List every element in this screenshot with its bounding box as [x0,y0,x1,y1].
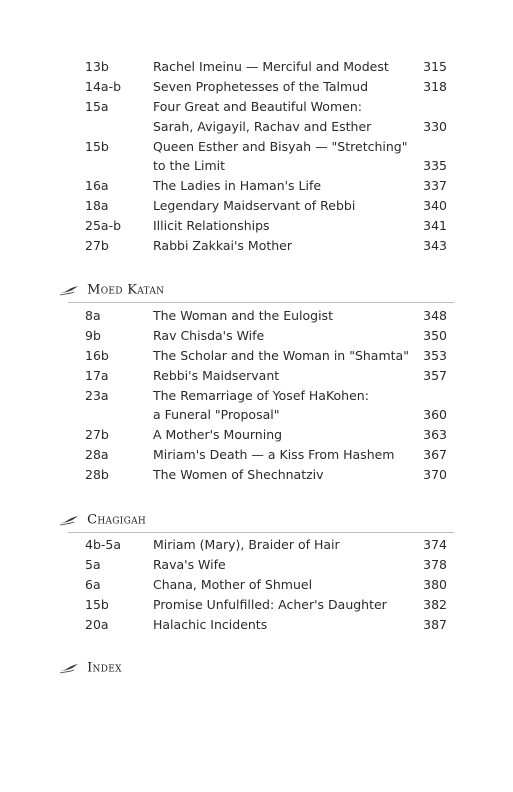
toc-entry [85,386,450,406]
entry-title: Halachic Incidents [153,616,268,632]
section-divider [68,532,454,533]
entry-ref: 17a [85,367,109,383]
entry-ref: 23a [85,387,109,403]
toc-entry [85,306,450,326]
entry-title: The Scholar and the Woman in "Shamta" [153,347,409,363]
entry-page: 378 [423,556,447,572]
entry-title: Chana, Mother of Shmuel [153,576,313,592]
entry-ref: 25a-b [85,218,122,234]
entry-ref: 18a [85,198,109,214]
entry-title: a Funeral "Proposal" [153,407,280,423]
section-title: Moed Katan [87,282,165,298]
section-heading-index [57,658,122,678]
toc-entry [85,97,450,117]
section-divider [68,302,454,303]
entry-page: 382 [423,596,447,612]
entry-ref: 28a [85,447,109,463]
toc-entry [85,366,450,386]
entry-title: The Woman and the Eulogist [153,308,333,323]
entry-page: 353 [423,347,447,363]
entry-title: Miriam's Death — a Kiss From Hashem [153,447,395,463]
quill-flourish-icon [57,514,79,526]
entry-page: 360 [423,407,447,423]
entry-title: Rabbi Zakkai's Mother [153,238,293,254]
entry-ref: 5a [85,556,101,572]
entry-ref: 6a [85,576,101,592]
toc-entry [85,595,450,615]
entry-page: 367 [423,447,447,463]
entry-page: 330 [423,118,447,134]
toc-entry [85,425,450,445]
section-heading-chagigah [57,510,146,530]
toc-entry [85,117,450,137]
entry-ref: 28b [85,467,109,483]
entry-title: A Mother's Mourning [153,427,283,443]
toc-entry [85,326,450,346]
entry-page: 318 [423,78,447,94]
section-heading-moed-katan [57,280,164,300]
entry-ref: 4b-5a [85,537,122,552]
entry-page: 370 [423,467,447,483]
entry-ref: 13b [85,59,109,74]
quill-flourish-icon [57,662,79,674]
toc-group-moed-katan [85,306,450,485]
entry-title: Legendary Maidservant of Rebbi [153,198,356,214]
entry-ref: 27b [85,238,109,254]
toc-entry [85,236,450,256]
entry-title: Illicit Relationships [153,218,270,234]
toc-entry [85,196,450,216]
entry-title: to the Limit [153,158,225,174]
toc-entry [85,346,450,366]
entry-page: 341 [423,218,447,234]
entry-title: The Ladies in Haman's Life [153,178,322,194]
entry-title: Rachel Imeinu — Merciful and Modest [153,59,389,74]
entry-title: Rav Chisda's Wife [153,327,265,343]
toc-entry [85,555,450,575]
toc-entry [85,405,450,425]
entry-ref: 16b [85,347,109,363]
quill-flourish-icon [57,284,79,296]
entry-title: Promise Unfulfilled: Acher's Daughter [153,596,387,612]
entry-title: Rava's Wife [153,556,226,572]
section-title: Index [87,660,122,676]
entry-ref: 20a [85,616,109,632]
toc-entry [85,176,450,196]
toc-entry [85,445,450,465]
entry-page: 348 [423,308,447,323]
entry-ref: 15a [85,98,109,114]
entry-page: 340 [423,198,447,214]
entry-ref: 8a [85,308,101,323]
entry-title: Four Great and Beautiful Women: [153,98,362,114]
toc-entry [85,77,450,97]
entry-ref: 16a [85,178,109,194]
entry-page: 343 [423,238,447,254]
section-title: Chagigah [87,512,147,528]
toc-entry [85,575,450,595]
toc-entry [85,615,450,635]
entry-title: Rebbi's Maidservant [153,367,280,383]
toc-entry [85,137,450,157]
toc-group-chagigah [85,535,450,634]
entry-page: 387 [423,616,447,632]
entry-page: 357 [423,367,447,383]
entry-ref: 9b [85,327,101,343]
entry-page: 337 [423,178,447,194]
toc-entry [85,535,450,555]
entry-title: Miriam (Mary), Braider of Hair [153,537,340,552]
entry-page: 315 [423,59,447,74]
toc-entry [85,216,450,236]
toc-entry [85,156,450,176]
entry-ref: 15b [85,138,109,154]
entry-page: 350 [423,327,447,343]
toc-entry [85,465,450,485]
entry-page: 380 [423,576,447,592]
entry-page: 363 [423,427,447,443]
toc-group-continued [85,57,450,256]
entry-ref: 27b [85,427,109,443]
entry-ref: 15b [85,596,109,612]
entry-title: Sarah, Avigayil, Rachav and Esther [153,118,372,134]
entry-ref: 14a-b [85,78,122,94]
entry-title: The Remarriage of Yosef HaKohen: [153,387,369,403]
entry-page: 374 [423,537,447,552]
entry-page: 335 [423,158,447,174]
entry-title: Queen Esther and Bisyah — "Stretching" [153,138,408,154]
entry-title: Seven Prophetesses of the Talmud [153,78,369,94]
entry-title: The Women of Shechnatziv [153,467,324,483]
toc-entry [85,57,450,77]
